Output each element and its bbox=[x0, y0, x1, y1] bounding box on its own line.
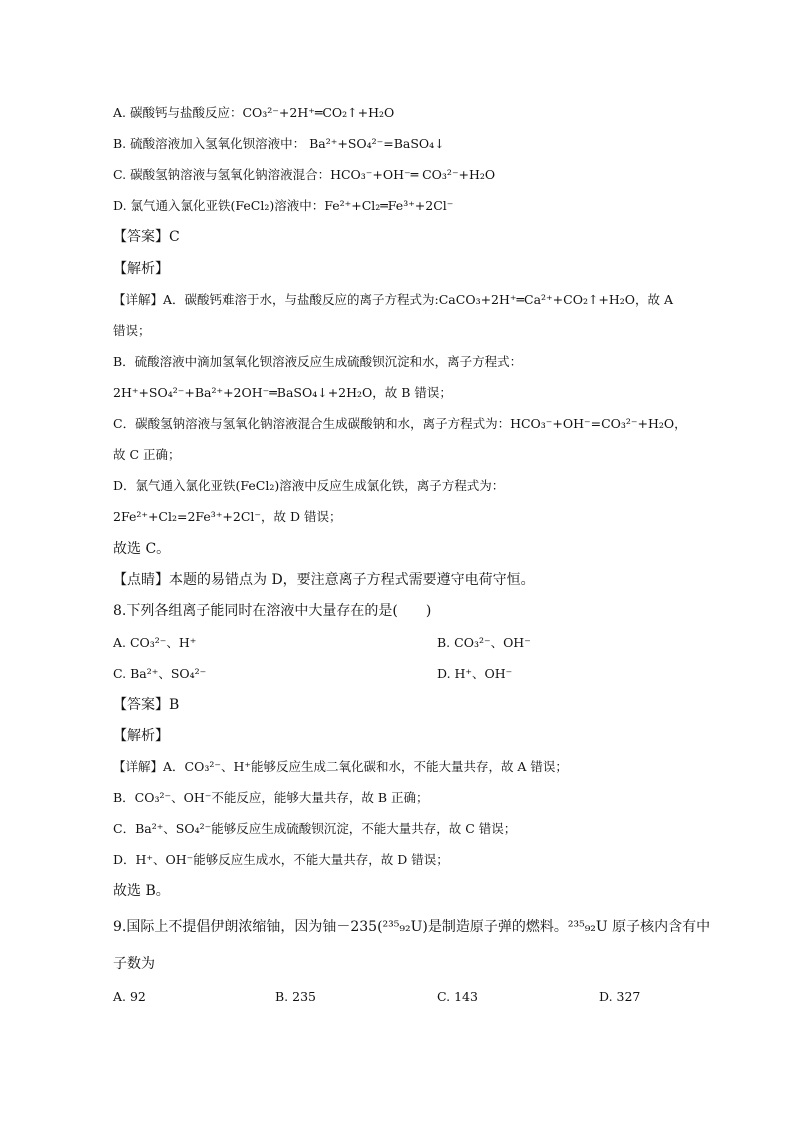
q8-option-c: C. Ba²⁺、SO₄²⁻ bbox=[113, 666, 207, 681]
q9-stem-line1: 9.国际上不提倡伊朗浓缩铀，因为铀－235(²³⁵₉₂U)是制造原子弹的燃料。²³⁵₉₂U 原子核内含有中 bbox=[113, 919, 711, 935]
q7-option-d: D. 氯气通入氯化亚铁(FeCl₂)溶液中：Fe²⁺+Cl₂═Fe³⁺+2Cl⁻ bbox=[113, 198, 454, 213]
q7-analysis-heading: 【解析】 bbox=[113, 261, 169, 277]
q7-conclusion: 故选 C。 bbox=[113, 541, 171, 557]
q8-answer: 【答案】B bbox=[113, 697, 180, 713]
q9-stem-line2: 子数为 bbox=[113, 956, 155, 972]
q8-detail-b: B．CO₃²⁻、OH⁻不能反应，能够大量共存，故 B 正确； bbox=[113, 790, 429, 805]
q7-detail-a-line2: 错误； bbox=[113, 323, 151, 338]
q7-option-c: C. 碳酸氢钠溶液与氢氧化钠溶液混合：HCO₃⁻+OH⁻═ CO₃²⁻+H₂O bbox=[113, 167, 496, 182]
q7-detail-c-line1: C．碳酸氢钠溶液与氢氧化钠溶液混合生成碳酸钠和水，离子方程式为：HCO₃⁻+OH⁻=CO₃²⁻+H₂O， bbox=[113, 416, 687, 431]
q8-detail-c: C．Ba²⁺、SO₄²⁻能够反应生成硫酸钡沉淀，不能大量共存，故 C 错误； bbox=[113, 821, 517, 836]
q8-option-d: D. H⁺、OH⁻ bbox=[437, 666, 513, 681]
q7-answer: 【答案】C bbox=[113, 229, 180, 245]
q8-analysis-heading: 【解析】 bbox=[113, 728, 169, 744]
q7-detail-d-line2: 2Fe²⁺+Cl₂=2Fe³⁺+2Cl⁻，故 D 错误； bbox=[113, 509, 342, 524]
q8-detail-a: 【详解】A．CO₃²⁻、H⁺能够反应生成二氧化碳和水，不能大量共存，故 A 错误； bbox=[113, 759, 568, 774]
q9-option-c: C. 143 bbox=[437, 989, 478, 1004]
q7-detail-a-line1: 【详解】A．碳酸钙难溶于水，与盐酸反应的离子方程式为:CaCO₃+2H⁺═Ca²⁺+CO₂↑+H₂O，故 A bbox=[113, 292, 674, 307]
q8-stem: 8.下列各组离子能同时在溶液中大量存在的是( ) bbox=[113, 603, 432, 619]
q9-option-d: D. 327 bbox=[599, 989, 641, 1004]
q7-option-a: A. 碳酸钙与盐酸反应：CO₃²⁻+2H⁺═CO₂↑+H₂O bbox=[113, 105, 395, 120]
q7-detail-c-line2: 故 C 正确； bbox=[113, 447, 181, 462]
q7-detail-b-line1: B．硫酸溶液中滴加氢氧化钡溶液反应生成硫酸钡沉淀和水，离子方程式： bbox=[113, 354, 523, 369]
q7-detail-d-line1: D．氯气通入氯化亚铁(FeCl₂)溶液中反应生成氯化铁，离子方程式为： bbox=[113, 478, 505, 493]
q9-option-a: A. 92 bbox=[113, 989, 146, 1004]
q8-conclusion: 故选 B。 bbox=[113, 883, 170, 899]
q9-option-b: B. 235 bbox=[275, 989, 316, 1004]
q7-tip: 【点睛】本题的易错点为 D，要注意离子方程式需要遵守电荷守恒。 bbox=[113, 572, 535, 588]
q7-option-b: B. 硫酸溶液加入氢氧化钡溶液中： Ba²⁺+SO₄²⁻=BaSO₄↓ bbox=[113, 136, 445, 151]
q8-option-a: A. CO₃²⁻、H⁺ bbox=[113, 635, 197, 650]
q8-detail-d: D．H⁺、OH⁻能够反应生成水，不能大量共存，故 D 错误； bbox=[113, 852, 449, 867]
q8-option-b: B. CO₃²⁻、OH⁻ bbox=[437, 635, 531, 650]
q7-detail-b-line2: 2H⁺+SO₄²⁻+Ba²⁺+2OH⁻═BaSO₄↓+2H₂O，故 B 错误； bbox=[113, 385, 452, 400]
